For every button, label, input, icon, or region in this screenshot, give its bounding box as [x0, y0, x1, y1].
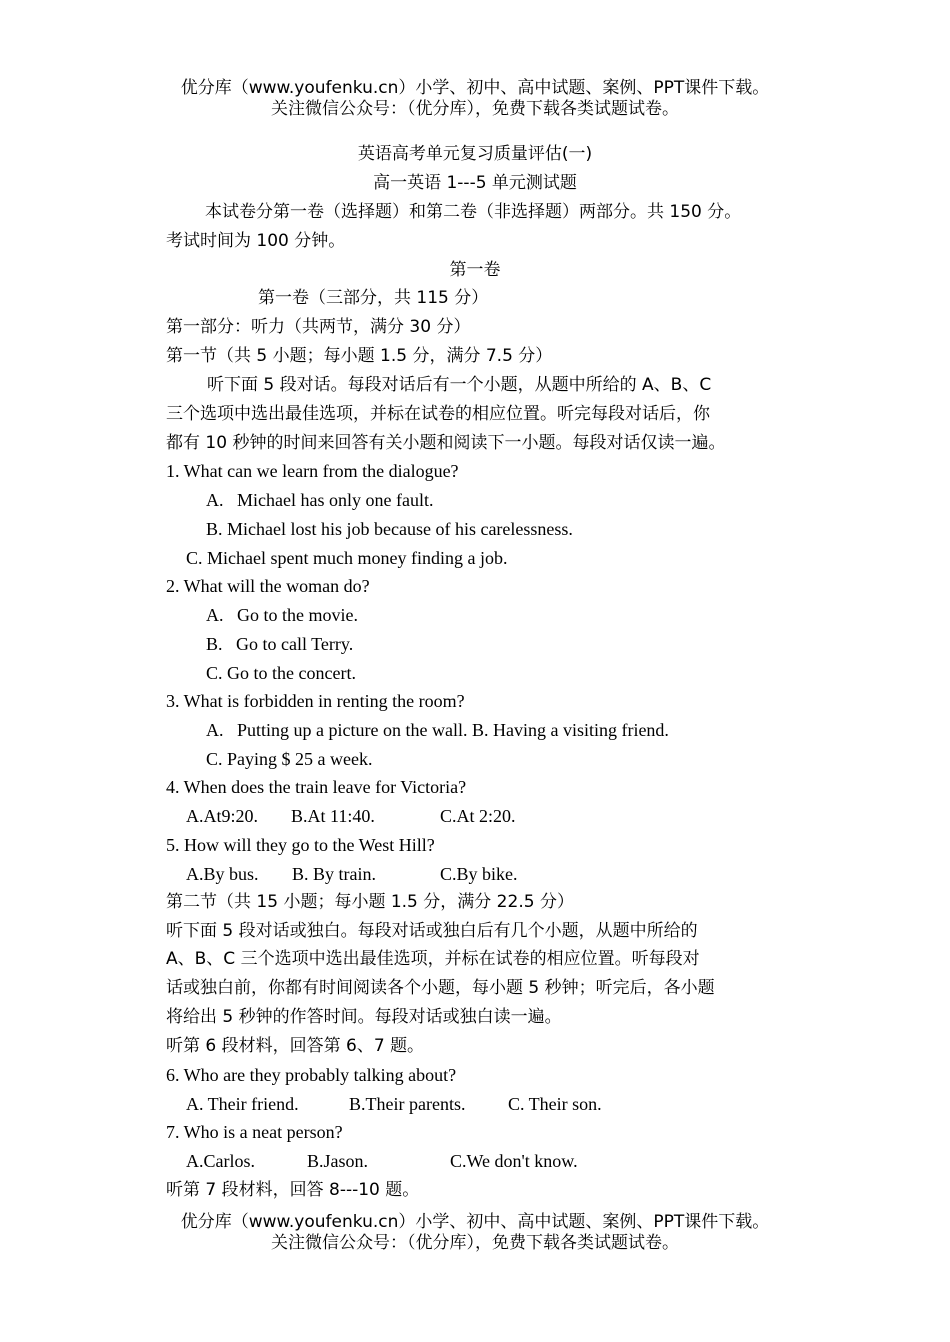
- question-4-option-b: B.At 11:40.: [291, 806, 375, 826]
- question-7-options: [0, 1150, 950, 1172]
- footer-line-1: 优分库（www.youfenku.cn）小学、初中、高中试题、案例、PPT课件下载。: [180, 1212, 770, 1232]
- question-7-option-a: A.Carlos.: [186, 1151, 255, 1171]
- question-7-option-c: C.We don't know.: [450, 1151, 578, 1171]
- question-6-options: [0, 1093, 950, 1115]
- question-5-option-a: A.By bus.: [186, 864, 259, 884]
- volume-title: 第一卷: [449, 260, 501, 280]
- header-line-2: 关注微信公众号：（优分库），免费下载各类试题试卷。: [271, 99, 679, 119]
- intro-line-1: 本试卷分第一卷（选择题）和第二卷（非选择题）两部分。共 150 分。: [205, 202, 742, 222]
- instruction-1-line-3: 都有 10 秒钟的时间来回答有关小题和阅读下一小题。每段对话仅读一遍。: [166, 433, 726, 453]
- part1-heading: 第一部分：听力（共两节，满分 30 分）: [166, 317, 471, 337]
- material-6-note: 听第 6 段材料，回答第 6、7 题。: [166, 1036, 425, 1056]
- question-1-option-a: A. Michael has only one fault.: [206, 490, 434, 510]
- question-5-options: [0, 863, 950, 885]
- question-2-stem: 2. What will the woman do?: [166, 576, 370, 596]
- question-3-option-c: C. Paying $ 25 a week.: [206, 749, 373, 769]
- question-2-option-c: C. Go to the concert.: [206, 663, 356, 683]
- instruction-2-line-4: 将给出 5 秒钟的作答时间。每段对话或独白读一遍。: [166, 1007, 562, 1027]
- question-6-option-b: B.Their parents.: [349, 1094, 466, 1114]
- section2-heading: 第二节（共 15 小题；每小题 1.5 分，满分 22.5 分）: [166, 892, 574, 912]
- instruction-1-line-1: 听下面 5 段对话。每段对话后有一个小题，从题中所给的 A、B、C: [207, 375, 712, 395]
- instruction-2-line-2: A、B、C 三个选项中选出最佳选项，并标在试卷的相应位置。听每段对: [166, 949, 700, 969]
- question-5-stem: 5. How will they go to the West Hill?: [166, 835, 435, 855]
- question-1-option-b: B. Michael lost his job because of his carelessness.: [206, 519, 573, 539]
- header-line-1: 优分库（www.youfenku.cn）小学、初中、高中试题、案例、PPT课件下载。: [180, 78, 770, 98]
- exam-subtitle: 高一英语 1---5 单元测试题: [373, 173, 577, 193]
- question-2-option-b: B. Go to call Terry.: [206, 634, 354, 654]
- question-7-option-b: B.Jason.: [307, 1151, 369, 1171]
- question-4-option-c: C.At 2:20.: [440, 806, 516, 826]
- question-7-stem: 7. Who is a neat person?: [166, 1122, 343, 1142]
- intro-line-2: 考试时间为 100 分钟。: [166, 231, 346, 251]
- question-4-options: [0, 805, 950, 827]
- question-6-stem: 6. Who are they probably talking about?: [166, 1065, 457, 1085]
- question-4-stem: 4. When does the train leave for Victoria?: [166, 777, 467, 797]
- instruction-1-line-2: 三个选项中选出最佳选项，并标在试卷的相应位置。听完每段对话后，你: [166, 404, 710, 424]
- question-3-option-ab: A. Putting up a picture on the wall. B. Having a visiting friend.: [206, 720, 669, 740]
- instruction-2-line-3: 话或独白前，你都有时间阅读各个小题，每小题 5 秒钟；听完后，各小题: [166, 978, 715, 998]
- question-4-option-a: A.At9:20.: [186, 806, 258, 826]
- section1-heading: 第一节（共 5 小题；每小题 1.5 分，满分 7.5 分）: [166, 346, 553, 366]
- question-5-option-b: B. By train.: [292, 864, 376, 884]
- question-6-option-c: C. Their son.: [508, 1094, 602, 1114]
- question-1-option-c: C. Michael spent much money finding a job.: [186, 548, 508, 568]
- question-3-stem: 3. What is forbidden in renting the room?: [166, 691, 465, 711]
- instruction-2-line-1: 听下面 5 段对话或独白。每段对话或独白后有几个小题，从题中所给的: [166, 921, 698, 941]
- volume-subtitle: 第一卷（三部分，共 115 分）: [258, 288, 489, 308]
- question-2-option-a: A. Go to the movie.: [206, 605, 358, 625]
- question-5-option-c: C.By bike.: [440, 864, 518, 884]
- question-1-stem: 1. What can we learn from the dialogue?: [166, 461, 459, 481]
- material-7-note: 听第 7 段材料，回答 8---10 题。: [166, 1180, 420, 1200]
- question-6-option-a: A. Their friend.: [186, 1094, 299, 1114]
- exam-title: 英语高考单元复习质量评估(一): [357, 144, 593, 164]
- footer-line-2: 关注微信公众号：（优分库），免费下载各类试题试卷。: [271, 1233, 679, 1253]
